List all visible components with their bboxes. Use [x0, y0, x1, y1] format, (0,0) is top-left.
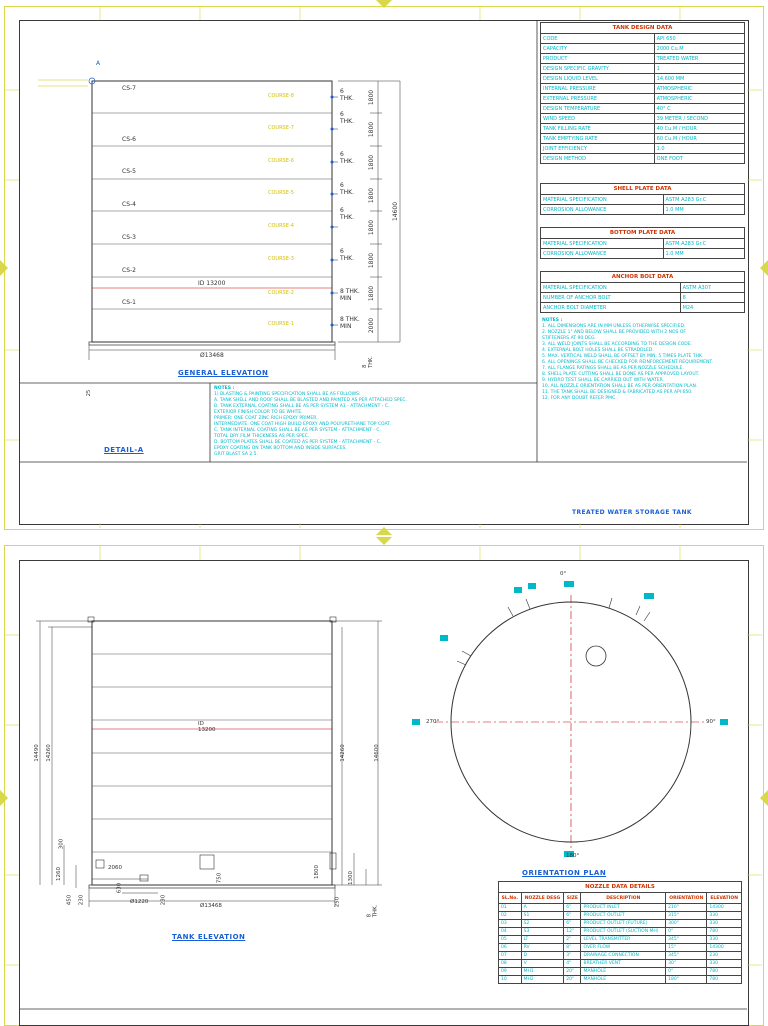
table-cell: CORROSION ALLOWANCE [541, 205, 664, 215]
table-cell: 330 [707, 920, 742, 928]
dim-label: 2060 [108, 865, 122, 871]
table-cell: ASTM A307 [680, 283, 744, 293]
dim-label: 1260 [56, 867, 62, 881]
tank-elevation-label: TANK ELEVATION [172, 933, 246, 941]
dim-label: 1800 [368, 121, 376, 138]
table-row [541, 44, 745, 54]
table-header: SL.No. [499, 893, 522, 904]
table-cell: 6" [564, 920, 581, 928]
table-cell: 40 Cu.M / HOUR [654, 124, 744, 134]
shell-course-label: CS-7 [122, 85, 136, 92]
note-line: 7. ALL FLANGE RATINGS SHALL BE AS PER NOZZLE SCHEDULE. [542, 366, 684, 371]
angle-label: 180° [566, 853, 580, 859]
table-cell: 180° [666, 976, 707, 984]
table-cell: 14300 [707, 944, 742, 952]
dim-label: 2000 [368, 317, 376, 334]
table-cell: 330 [707, 936, 742, 944]
table-cell: CODE [541, 34, 655, 44]
table-row [541, 54, 745, 64]
od-label: Ø13468 [200, 352, 224, 359]
table-row [541, 84, 745, 94]
dim-label: 450 [66, 894, 73, 906]
table-title: NOZZLE DATA DETAILS [499, 882, 742, 893]
table-cell: LT [521, 936, 564, 944]
table-cell: 0° [666, 928, 707, 936]
nozzle-data-table [498, 881, 742, 984]
general-elevation-label: GENERAL ELEVATION [178, 369, 269, 377]
course-label: COURSE-5 [268, 190, 294, 196]
table-cell: 8 [680, 293, 744, 303]
note-line: 9. HYDRO TEST SHALL BE CARRIED OUT WITH WATER. [542, 378, 664, 383]
table-cell: MH2 [521, 976, 564, 984]
table-cell: 07 [499, 952, 522, 960]
note-line: 8. SHELL PLATE CUTTING SHALL BE DONE AS PER APPROVED LAYOUT. [542, 372, 700, 377]
dim-label: 1800 [368, 154, 376, 171]
dim-label: 1300 [348, 871, 354, 885]
table-row [499, 936, 742, 944]
table-cell: 330 [707, 912, 742, 920]
note-line: 1) BLASTING & PAINTING SPECIFICATION SHALL BE AS FOLLOWS: [214, 392, 361, 397]
table-cell: DESIGN TEMPERATURE [541, 104, 655, 114]
shell-course-label: CS-2 [122, 267, 136, 274]
thickness-label: 8 THK. MIN [340, 288, 360, 302]
table-cell: 30° [666, 960, 707, 968]
table-cell: 12" [564, 928, 581, 936]
table-cell: 1 [654, 64, 744, 74]
table-row [499, 912, 742, 920]
table-cell: ONE FOOT [654, 154, 744, 164]
table-cell: 03 [499, 920, 522, 928]
table-cell: BREATHER VENT [581, 960, 666, 968]
table-cell: 39 METER / SECOND [654, 114, 744, 124]
table-row [541, 205, 745, 215]
table-cell: MANHOLE [581, 968, 666, 976]
table-row [499, 920, 742, 928]
dim-label: 630 [116, 882, 123, 894]
table-cell: 09 [499, 968, 522, 976]
dim-label: 14260 [45, 744, 52, 762]
table-row [499, 960, 742, 968]
table-cell: MATERIAL SPECIFICATION [541, 239, 664, 249]
note-line: 10. ALL NOZZLE ORIENTATION SHALL BE AS PER ORIENTATION PLAN. [542, 384, 698, 389]
table-cell: WIND SPEED [541, 114, 655, 124]
table-cell: OVER FLOW [581, 944, 666, 952]
table-cell: 230 [707, 952, 742, 960]
table-cell: 4" [564, 960, 581, 968]
note-line: GRIT BLAST SA 2.5. [214, 452, 258, 457]
table-cell: 1.0 [654, 144, 744, 154]
table-header: NOZZLE DESG [521, 893, 564, 904]
note-line: 6. ALL OPENINGS SHALL BE CHECKED FOR REINFORCEMENT REQUIREMENT. [542, 360, 713, 365]
sheet-2 [0, 535, 768, 1024]
table-cell: MH1 [521, 968, 564, 976]
table-cell: ANCHOR BOLT DIAMETER [541, 303, 681, 313]
table-row [541, 104, 745, 114]
table-row [499, 976, 742, 984]
note-line: 3. ALL WELD JOINTS SHALL BE ACCORDING TO THE DESIGN CODE. [542, 342, 693, 347]
course-label: COURSE-1 [268, 321, 294, 327]
table-cell: 315° [666, 912, 707, 920]
table-cell: DRAINAGE CONNECTION [581, 952, 666, 960]
table-row [541, 293, 745, 303]
dim-label: 1800 [368, 285, 376, 302]
angle-label: 270° [426, 719, 440, 725]
thickness-label: 6 THK. [340, 207, 355, 221]
table-row [541, 283, 745, 293]
table-row [499, 968, 742, 976]
table-row [541, 195, 745, 205]
table-cell: TANK EMPTYING RATE [541, 134, 655, 144]
table-row [541, 94, 745, 104]
note-line: D. BOTTOM PLATES SHALL BE COATED AS PER SYSTEM - ATTACHMENT - C. [214, 440, 382, 445]
bottom-thk-label: 8 THK. [361, 356, 374, 368]
shell-course-label: CS-3 [122, 234, 136, 241]
bottom-thk-label: 8 THK. [366, 904, 379, 918]
table-cell: DESIGN LIQUID LEVEL [541, 74, 655, 84]
right-notes [542, 318, 744, 402]
table-cell: MANHOLE [581, 976, 666, 984]
title-block: TREATED WATER STORAGE TANK [572, 509, 692, 516]
thickness-label: 6 THK. [340, 248, 355, 262]
table-cell: PRODUCT [541, 54, 655, 64]
table-cell: CAPACITY [541, 44, 655, 54]
dim-label: 230 [78, 894, 85, 906]
course-label: COURSE-3 [268, 256, 294, 262]
thickness-label: 6 THK. [340, 151, 355, 165]
id-label: ID 13200 [198, 721, 216, 733]
table-cell: LEVEL TRANSMITTER [581, 936, 666, 944]
dim-label: 14490 [33, 744, 40, 762]
table-cell: 780 [707, 928, 742, 936]
shell-course-lines [92, 654, 332, 852]
table-cell: 6" [564, 904, 581, 912]
table-row [541, 144, 745, 154]
course-label: COURSE-6 [268, 158, 294, 164]
table-cell: EXTERNAL PRESSURE [541, 94, 655, 104]
table-cell: 8" [564, 944, 581, 952]
table-row [541, 134, 745, 144]
table-title: BOTTOM PLATE DATA [541, 228, 745, 239]
dim-label: 1800 [368, 89, 376, 106]
table-cell: 15° [666, 944, 707, 952]
table-cell: S3 [521, 928, 564, 936]
note-line: TOTAL DRY FILM THICKNESS AS PER SPEC. [214, 434, 310, 439]
table-cell: V [521, 960, 564, 968]
table-row [541, 124, 745, 134]
note-line: 5. MAX. VERTICAL WELD SHALL BE OFFSET BY MIN. 5 TIMES PLATE THK. [542, 354, 704, 359]
center-notes-title: NOTES : [214, 386, 235, 391]
table-cell: PRODUCT OUTLET (FUTURE) [581, 920, 666, 928]
dim-label: 250 [334, 896, 341, 908]
table-cell: 6" [564, 912, 581, 920]
table-cell: 345° [666, 936, 707, 944]
table-cell: 01 [499, 904, 522, 912]
note-line: STIFFENERS AT 90 DEG. [542, 336, 596, 341]
table-header: SIZE [564, 893, 581, 904]
table-cell: PRODUCT OUTLET (SUCTION MH) [581, 928, 666, 936]
table-cell: 210° [666, 904, 707, 912]
table-row [541, 154, 745, 164]
notes-title: NOTES : [542, 318, 563, 323]
tank-design-data-table [540, 22, 745, 164]
table-cell: MATERIAL SPECIFICATION [541, 195, 664, 205]
table-cell: 330 [707, 960, 742, 968]
table-row [541, 64, 745, 74]
table-row [499, 928, 742, 936]
table-cell: 300° [666, 920, 707, 928]
table-cell: S1 [521, 912, 564, 920]
table-cell: 0° [666, 968, 707, 976]
table-cell: DESIGN SPECIFIC GRAVITY [541, 64, 655, 74]
table-row [541, 34, 745, 44]
dim-label: 14260 [339, 744, 346, 762]
course-label: COURSE-4 [268, 223, 294, 229]
thickness-label: 6 THK. [340, 88, 355, 102]
table-title: SHELL PLATE DATA [541, 184, 745, 195]
angle-label: 0° [560, 571, 567, 577]
table-cell: ATMOSPHERIC [654, 94, 744, 104]
table-cell: 3" [564, 952, 581, 960]
anchor-bolt-data-table [540, 271, 745, 313]
note-line: INTERMEDIATE: ONE COAT HIGH BUILD EPOXY AND POLYURETHANE TOP COAT. [214, 422, 391, 427]
note-line: 1. ALL DIMENSIONS ARE IN MM UNLESS OTHERWISE SPECIFIED. [542, 324, 686, 329]
table-cell: NUMBER OF ANCHOR BOLT [541, 293, 681, 303]
table-cell: 20" [564, 976, 581, 984]
table-cell: PRODUCT OUTLET [581, 912, 666, 920]
table-row [541, 239, 745, 249]
note-line: EPOXY COATING ON TANK BOTTOM AND INSIDE SURFACES. [214, 446, 347, 451]
table-cell: 14,600 MM [654, 74, 744, 84]
table-cell: MATERIAL SPECIFICATION [541, 283, 681, 293]
course-label: COURSE-8 [268, 93, 294, 99]
dim-label: Ø1220 [130, 899, 149, 905]
table-cell: ATMOSPHERIC [654, 84, 744, 94]
table-title: TANK DESIGN DATA [541, 23, 745, 34]
table-cell: JOINT EFFICIENCY [541, 144, 655, 154]
table-cell: CORROSION ALLOWANCE [541, 249, 664, 259]
table-row [541, 303, 745, 313]
table-cell: 2000 Cu.M [654, 44, 744, 54]
shell-course-label: CS-1 [122, 299, 136, 306]
od-label: Ø13468 [200, 903, 222, 909]
table-cell: 14300 [707, 904, 742, 912]
manhole-circle [586, 646, 606, 666]
orientation-plan-label: ORIENTATION PLAN [522, 869, 607, 877]
table-row [499, 952, 742, 960]
table-cell: API 650 [654, 34, 744, 44]
table-row [541, 249, 745, 259]
course-label: COURSE-2 [268, 290, 294, 296]
table-cell: S2 [521, 920, 564, 928]
note-line: B. TANK EXTERNAL COATING SHALL BE AS PER SYSTEM A1 - ATTACHMENT - C. [214, 404, 390, 409]
table-row [541, 74, 745, 84]
detail-a-marker: A [96, 60, 101, 67]
note-line: 2. NOZZLE 1" AND BELOW SHALL BE PROVIDED WITH 2 NOS OF [542, 330, 686, 335]
note-line: EXTERIOR FINISH COLOR TO BE WHITE. [214, 410, 303, 415]
center-notes [214, 386, 534, 458]
thickness-label: 8 THK. MIN [340, 316, 360, 330]
table-cell: 05 [499, 936, 522, 944]
table-cell: 02 [499, 912, 522, 920]
dim-label: 14600 [373, 744, 380, 762]
table-header: ELEVATION [707, 893, 742, 904]
dim-label: 1800 [314, 865, 320, 879]
angle-label: 90° [706, 719, 716, 725]
table-cell: 10 [499, 976, 522, 984]
table-cell: 20" [564, 968, 581, 976]
table-cell: 1.0 MM [663, 205, 744, 215]
note-line: A. TANK SHELL AND ROOF SHALL BE BLASTED AND PAINTED AS PER ATTACHED SPEC. [214, 398, 407, 403]
table-row [499, 904, 742, 912]
table-cell: 345° [666, 952, 707, 960]
note-line: PRIMER: ONE COAT ZINC RICH EPOXY PRIMER. [214, 416, 318, 421]
detail-dim-label: 25 [86, 389, 93, 397]
dim-label: 1800 [368, 219, 376, 236]
table-cell: 780 [707, 976, 742, 984]
table-cell: 06 [499, 944, 522, 952]
table-cell: 1.0 MM [663, 249, 744, 259]
shell-plate-data-table [540, 183, 745, 215]
dim-label: 230 [160, 894, 167, 906]
note-line: C. TANK INTERNAL COATING SHALL BE AS PER SYSTEM - ATTACHMENT - C. [214, 428, 381, 433]
table-cell: 40° C [654, 104, 744, 114]
orientation-plan-drawing [400, 565, 740, 875]
shell-course-label: CS-4 [122, 201, 136, 208]
table-title: ANCHOR BOLT DATA [541, 272, 745, 283]
table-cell: RV [521, 944, 564, 952]
table-cell: TANK FILLING RATE [541, 124, 655, 134]
dim-label: 1800 [368, 187, 376, 204]
id-label: ID 13200 [198, 280, 226, 287]
table-cell: 08 [499, 960, 522, 968]
table-cell: M24 [680, 303, 744, 313]
table-row [541, 114, 745, 124]
detail-a-label: DETAIL-A [104, 446, 144, 454]
table-cell: 60 Cu.M / HOUR [654, 134, 744, 144]
note-line: 4. EXTERNAL BOLT HOLES SHALL BE STRADDLED. [542, 348, 654, 353]
table-cell: 2" [564, 936, 581, 944]
table-cell: A [521, 904, 564, 912]
dim-label: 1800 [368, 252, 376, 269]
table-cell: D [521, 952, 564, 960]
shell-course-label: CS-6 [122, 136, 136, 143]
note-line: 12. FOR ANY DOUBT REFER PMC. [542, 396, 617, 401]
table-cell: ASTM A283 Gr.C [663, 195, 744, 205]
bottom-plate-data-table [540, 227, 745, 259]
dim-label: 750 [216, 872, 223, 884]
table-cell: DESIGN METHOD [541, 154, 655, 164]
table-cell: INTERNAL PRESSURE [541, 84, 655, 94]
total-height-label: 14600 [392, 201, 400, 222]
table-cell: ASTM A283 Gr.C [663, 239, 744, 249]
table-cell: PRODUCT INLET [581, 904, 666, 912]
table-cell: 780 [707, 968, 742, 976]
table-cell: TREATED WATER [654, 54, 744, 64]
shell-course-label: CS-5 [122, 168, 136, 175]
thickness-label: 6 THK. [340, 111, 355, 125]
course-label: COURSE-7 [268, 125, 294, 131]
thickness-label: 6 THK. [340, 182, 355, 196]
table-row [499, 944, 742, 952]
table-cell: 04 [499, 928, 522, 936]
note-line: 11. THE TANK SHALL BE DESIGNED & FABRICATED AS PER API 650. [542, 390, 693, 395]
table-header: DESCRIPTION [581, 893, 666, 904]
table-header: ORIENTATION [666, 893, 707, 904]
dim-label: 300 [58, 838, 65, 850]
